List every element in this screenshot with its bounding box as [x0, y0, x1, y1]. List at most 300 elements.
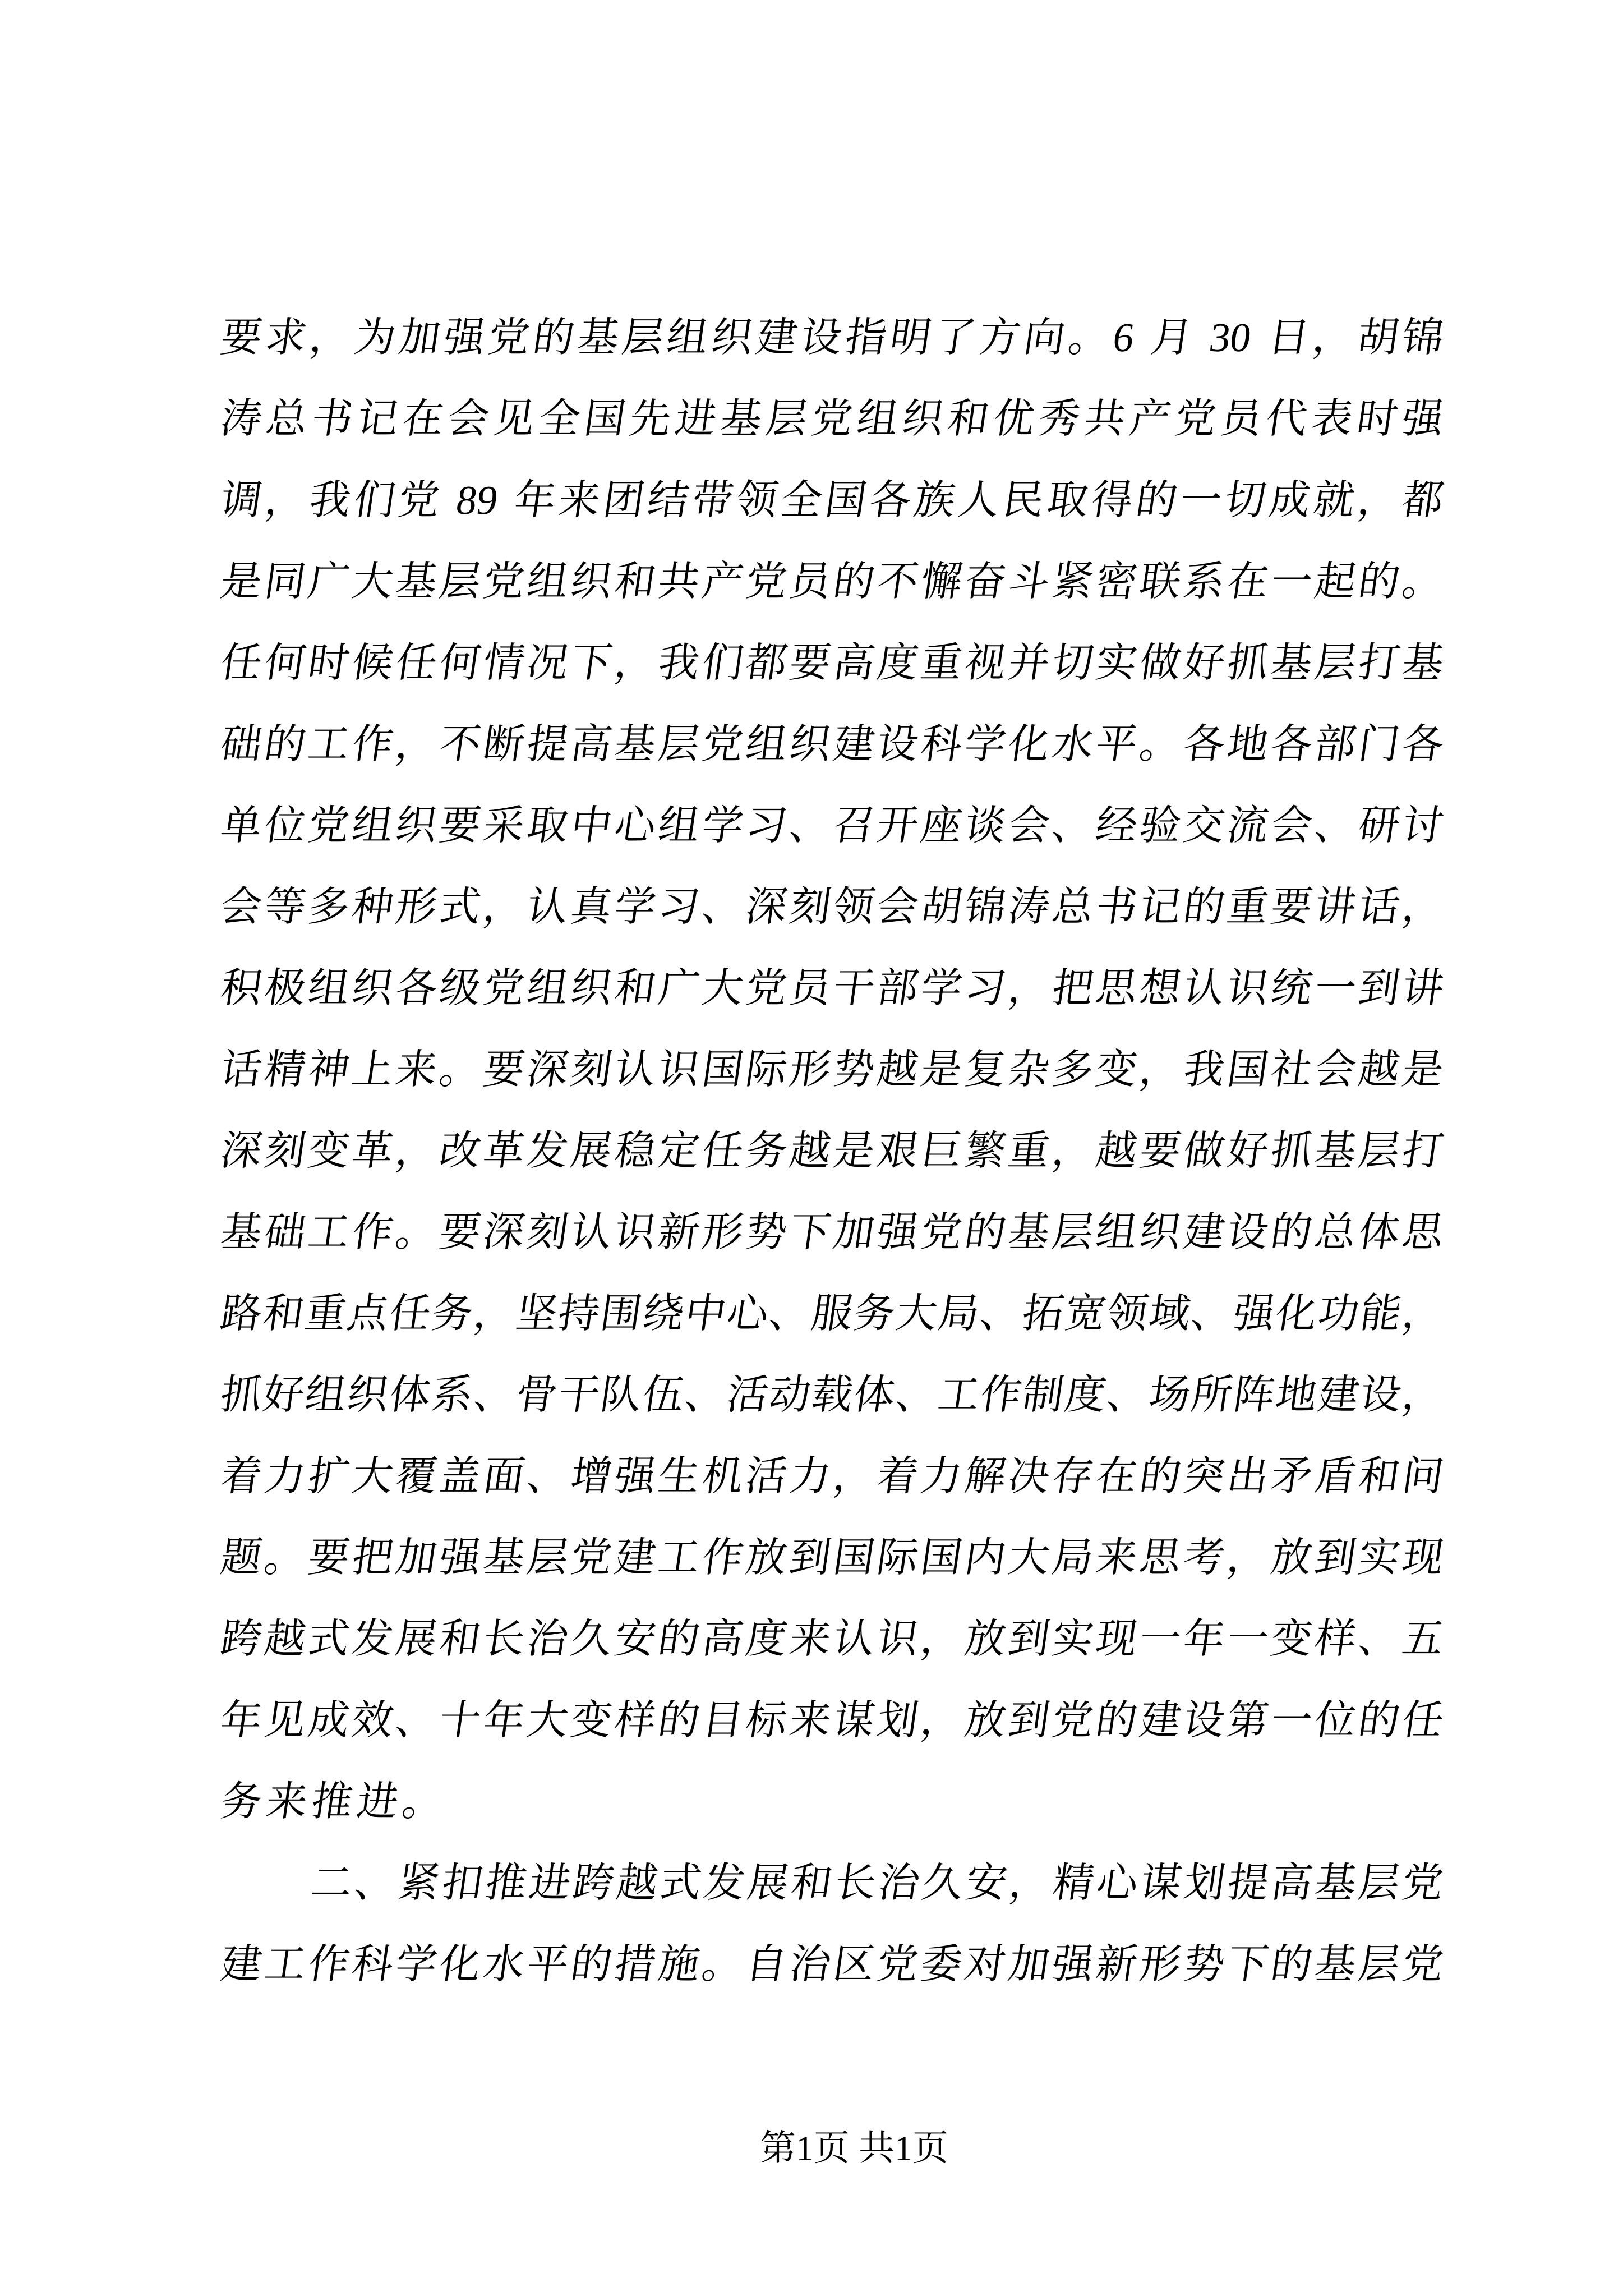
character: 新: [655, 1209, 703, 1255]
character: 势: [1180, 1941, 1228, 1987]
character: 、: [1188, 1291, 1236, 1336]
character: 安: [611, 1616, 659, 1662]
character: 表: [1308, 396, 1356, 441]
character: 精: [1050, 1860, 1098, 1906]
character: 党: [743, 559, 791, 604]
character: 求: [262, 315, 310, 360]
character: 力: [917, 1453, 966, 1499]
character: 干: [555, 1372, 603, 1418]
character: 任: [218, 640, 265, 685]
character: 讲: [1312, 884, 1359, 930]
character: 习: [961, 965, 1009, 1011]
character: 领: [733, 477, 781, 523]
character: 跨: [570, 1860, 617, 1906]
character: 设: [797, 315, 846, 360]
character: 坚: [513, 1291, 561, 1336]
character: 大: [1005, 1535, 1053, 1580]
character: 载: [808, 1372, 856, 1418]
character: 民: [999, 477, 1048, 523]
character: 部: [1312, 721, 1359, 767]
character: 把: [349, 1535, 396, 1580]
character: 设: [1224, 1209, 1272, 1255]
character: 组: [524, 965, 571, 1011]
character: 和: [944, 396, 993, 441]
character: 活: [724, 1372, 772, 1418]
character: 取: [524, 803, 571, 848]
character: 功: [1315, 1291, 1363, 1336]
character: 新: [1092, 1941, 1141, 1987]
character: 在: [1092, 1453, 1141, 1499]
character: 同: [261, 559, 309, 604]
character: 体: [851, 1372, 898, 1418]
character: ，: [611, 640, 659, 685]
character: 组: [302, 1372, 350, 1418]
character: 总: [1312, 1209, 1359, 1255]
character: 来: [786, 1697, 834, 1743]
character: 好: [1224, 1128, 1272, 1174]
character: 变: [1092, 1047, 1141, 1092]
text-line: [215, 703, 1449, 785]
character: 打: [1399, 1128, 1447, 1174]
character: 层: [763, 396, 811, 441]
character: 活: [743, 1453, 791, 1499]
character: 心: [611, 803, 659, 848]
character: 要: [1268, 884, 1316, 930]
character: 共: [655, 559, 703, 604]
text-line: [215, 1354, 1449, 1435]
character: 极: [261, 965, 309, 1011]
character: 变: [568, 1697, 615, 1743]
character: 大: [699, 965, 747, 1011]
character: 下: [786, 1209, 834, 1255]
character: 单: [218, 803, 265, 848]
character: 层: [436, 559, 484, 604]
character: 成: [1266, 477, 1314, 523]
character: 。: [1399, 559, 1447, 604]
text-line: [215, 785, 1449, 866]
character: 话: [218, 1047, 265, 1092]
character: 长: [480, 1616, 528, 1662]
character: 样: [1312, 1616, 1359, 1662]
character: 多: [305, 884, 353, 930]
character: 建: [1315, 1372, 1363, 1418]
character: 紧: [395, 1860, 443, 1906]
character: 局: [935, 1291, 983, 1336]
character: 作: [349, 721, 396, 767]
character: 生: [655, 1453, 703, 1499]
character: 层: [1049, 1209, 1097, 1255]
character: 稳: [611, 1128, 659, 1174]
character: 织: [708, 315, 756, 360]
character: 国: [830, 1535, 878, 1580]
character: 的: [568, 1941, 615, 1987]
character: 基: [1268, 640, 1316, 685]
character: 学: [699, 803, 747, 848]
character: 务: [743, 1128, 791, 1174]
character: 一: [1177, 477, 1225, 523]
character: 优: [990, 396, 1038, 441]
character: 盖: [436, 1453, 484, 1499]
character: 党: [480, 559, 528, 604]
character: 党: [305, 803, 353, 848]
character: 统: [1268, 965, 1316, 1011]
character: 多: [1049, 1047, 1097, 1092]
character: 际: [743, 1047, 791, 1092]
character: 都: [743, 640, 791, 685]
character: 目: [699, 1697, 747, 1743]
character: 重: [917, 640, 966, 685]
character: 况: [524, 640, 571, 685]
character: 各: [1399, 721, 1447, 767]
character: 大: [893, 1291, 940, 1336]
character: 涛: [1005, 884, 1053, 930]
character: 们: [351, 477, 399, 523]
character: 化: [436, 1941, 484, 1987]
character: 的: [830, 559, 878, 604]
character: 加: [396, 315, 444, 360]
character: 措: [611, 1941, 659, 1987]
text-line: [215, 1273, 1449, 1354]
character: 任: [393, 640, 440, 685]
character: 下: [568, 640, 615, 685]
character: 一: [1268, 1697, 1316, 1743]
character: 年: [480, 1697, 528, 1743]
character: 面: [480, 1453, 528, 1499]
character: 决: [1005, 1453, 1053, 1499]
character: 带: [689, 477, 737, 523]
character: 和: [436, 1616, 484, 1662]
character: 点: [344, 1291, 392, 1336]
character: 何: [261, 640, 309, 685]
character: 、: [352, 1860, 399, 1906]
character: 刻: [786, 884, 834, 930]
character: 研: [1355, 803, 1403, 848]
character: 部: [874, 965, 922, 1011]
character: 作: [349, 1209, 396, 1255]
character: 涛: [218, 396, 265, 441]
character: 并: [1005, 640, 1053, 685]
character: 组: [524, 559, 571, 604]
character: 是: [830, 1128, 878, 1174]
character: 大: [524, 1697, 571, 1743]
character: 对: [961, 1941, 1009, 1987]
character: ，: [480, 884, 528, 930]
character: 划: [1181, 1860, 1229, 1906]
character: 指: [842, 315, 890, 360]
character: 位: [261, 803, 309, 848]
character: 位: [1312, 1697, 1359, 1743]
character: 党: [1399, 1860, 1447, 1906]
character: 基: [1005, 1209, 1053, 1255]
character: 水: [480, 1941, 528, 1987]
page-number-text: 第1页 共1页: [760, 2128, 948, 2168]
character: 划: [874, 1697, 922, 1743]
character: 国: [699, 1047, 747, 1092]
character: 学: [961, 721, 1009, 767]
character: 识: [611, 1209, 659, 1255]
character: 想: [1136, 965, 1184, 1011]
character: 任: [386, 1291, 434, 1336]
character: 为: [351, 315, 399, 360]
character: 来: [556, 477, 603, 523]
character: 科: [349, 1941, 396, 1987]
character: 层: [1355, 1860, 1403, 1906]
character: 一: [1136, 1616, 1184, 1662]
character: 组: [663, 315, 712, 360]
character: 础: [261, 1209, 309, 1255]
character: 。: [1065, 315, 1113, 360]
character: 员: [786, 965, 834, 1011]
text-line: [215, 1842, 1449, 1924]
character: 、: [1312, 803, 1359, 848]
character: 科: [917, 721, 966, 767]
character: 势: [830, 1047, 878, 1092]
character: 。: [393, 1209, 440, 1255]
character: 共: [1081, 396, 1129, 441]
character: ，: [1399, 884, 1447, 930]
character: 深: [218, 1128, 265, 1174]
character: 着: [218, 1453, 265, 1499]
character: 我: [306, 477, 354, 523]
character: 刻: [524, 1209, 571, 1255]
character: 情: [480, 640, 528, 685]
character: 。: [436, 1047, 484, 1092]
character: 领: [830, 884, 878, 930]
character: 基: [717, 396, 766, 441]
character: 团: [600, 477, 648, 523]
character: 胡: [917, 884, 966, 930]
character: 设: [1357, 1372, 1405, 1418]
character: 久: [568, 1616, 615, 1662]
character: 区: [830, 1941, 878, 1987]
character: 展: [568, 1128, 615, 1174]
character: 等: [261, 884, 309, 930]
character: 织: [344, 1372, 392, 1418]
character: 层: [655, 721, 703, 767]
text-line: [215, 1761, 1449, 1842]
character: 。: [399, 1779, 447, 1824]
character: 路: [218, 1291, 265, 1336]
character: 认: [1180, 965, 1228, 1011]
character: 联: [1136, 559, 1184, 604]
character: 的: [655, 1697, 703, 1743]
character: 建: [1136, 1697, 1184, 1743]
character: 放: [961, 1616, 1009, 1662]
character: 基: [393, 559, 440, 604]
character: 所: [1188, 1372, 1236, 1418]
character: 各: [1180, 721, 1228, 767]
character: 的: [261, 721, 309, 767]
character: 会: [1005, 803, 1053, 848]
character: 、: [471, 1372, 519, 1418]
text-line: [215, 1110, 1449, 1191]
character: 宽: [1062, 1291, 1109, 1336]
character: 、: [786, 803, 834, 848]
character: 打: [1355, 640, 1403, 685]
character: 力: [261, 1453, 309, 1499]
character: 刻: [568, 1047, 615, 1092]
character: 和: [611, 965, 659, 1011]
character: 日: [1265, 315, 1313, 360]
character: 和: [260, 1291, 307, 1336]
character: 势: [743, 1209, 791, 1255]
character: 治: [786, 1941, 834, 1987]
character: 建: [218, 1941, 265, 1987]
character: 推: [482, 1860, 531, 1906]
character: 、: [977, 1291, 1025, 1336]
text-line: [215, 459, 1449, 541]
character: 织: [568, 965, 615, 1011]
character: 方: [976, 315, 1024, 360]
character: 组: [305, 965, 353, 1011]
character: ，: [1005, 965, 1053, 1011]
character: 发: [700, 1860, 749, 1906]
character: 会: [874, 884, 922, 930]
character: 度: [874, 640, 922, 685]
character: 组: [655, 803, 703, 848]
character: 懈: [917, 559, 966, 604]
character: 调: [218, 477, 265, 523]
character: 讨: [1399, 803, 1447, 848]
character: 建: [1180, 1209, 1228, 1255]
character: 形: [1136, 1941, 1184, 1987]
character: 话: [1355, 884, 1403, 930]
character: 、: [766, 1291, 814, 1336]
character: 织: [786, 721, 834, 767]
character: 推: [308, 1779, 356, 1824]
character: 二: [308, 1860, 356, 1906]
character: 机: [699, 1453, 747, 1499]
character: 的: [655, 1616, 703, 1662]
character: 复: [961, 1047, 1009, 1092]
character: 国: [581, 396, 629, 441]
character: 层: [1355, 1128, 1403, 1174]
character: 思: [1092, 965, 1141, 1011]
character: 座: [917, 803, 966, 848]
character: 和: [788, 1860, 836, 1906]
character: 度: [1062, 1372, 1109, 1418]
character: 越: [874, 1047, 922, 1092]
character: 平: [524, 1941, 571, 1987]
character: 的: [1268, 1209, 1316, 1255]
character: 取: [1044, 477, 1092, 523]
character: 扩: [305, 1453, 353, 1499]
character: 十: [436, 1697, 484, 1743]
character: 实: [1092, 640, 1141, 685]
character: 断: [480, 721, 528, 767]
character: 题: [218, 1535, 265, 1580]
character: 高: [699, 1616, 747, 1662]
character: 能: [1357, 1291, 1405, 1336]
character: 党: [1172, 396, 1220, 441]
character: 形: [393, 884, 440, 930]
character: 精: [261, 1047, 309, 1092]
character: 斗: [1005, 559, 1053, 604]
character: 采: [480, 803, 528, 848]
character: 强: [1049, 1941, 1097, 1987]
character: 地: [1224, 721, 1272, 767]
character: 力: [786, 1453, 834, 1499]
character: 动: [766, 1372, 814, 1418]
character: 党: [874, 1941, 922, 1987]
character: 谋: [830, 1697, 878, 1743]
text-line: [215, 1517, 1449, 1598]
character: 到: [786, 1535, 834, 1580]
character: 一: [1224, 1616, 1272, 1662]
character: 形: [786, 1047, 834, 1092]
character: ，: [471, 1291, 519, 1336]
character: 的: [530, 315, 578, 360]
character: 层: [1312, 640, 1359, 685]
character: 思: [1399, 1209, 1447, 1255]
character: 域: [1146, 1291, 1194, 1336]
character: 都: [1399, 477, 1447, 523]
character: 、: [1049, 803, 1097, 848]
text-line: [215, 1924, 1449, 2005]
character: 放: [961, 1697, 1009, 1743]
character: 在: [399, 396, 447, 441]
character: 强: [441, 315, 488, 360]
character: 织: [899, 396, 947, 441]
character: 拓: [1020, 1291, 1067, 1336]
character: 基: [218, 1209, 265, 1255]
character: 自: [743, 1941, 791, 1987]
character: 党: [1049, 1697, 1097, 1743]
character: 级: [436, 965, 484, 1011]
character: 重: [1005, 1128, 1053, 1174]
character: 治: [524, 1616, 571, 1662]
character: 的: [961, 1209, 1009, 1255]
character: 伍: [639, 1372, 688, 1418]
character: 认: [524, 884, 571, 930]
character: 把: [1049, 965, 1097, 1011]
character: 的: [1133, 477, 1181, 523]
character: 要: [305, 1535, 353, 1580]
character: 学: [611, 884, 659, 930]
character: 会: [218, 884, 265, 930]
text-line: [215, 1680, 1449, 1761]
character: 扣: [439, 1860, 487, 1906]
character: ，: [1399, 1372, 1447, 1418]
character: 队: [597, 1372, 645, 1418]
character: 好: [260, 1372, 307, 1418]
character: 识: [874, 1616, 922, 1662]
character: 的: [1268, 1941, 1316, 1987]
character: 讲: [1399, 965, 1447, 1011]
character: ，: [393, 1128, 440, 1174]
character: 展: [393, 1616, 440, 1662]
character: 提: [524, 721, 571, 767]
character: 越: [261, 1616, 309, 1662]
character: 体: [386, 1372, 434, 1418]
character: 领: [1104, 1291, 1151, 1336]
character: 强: [436, 1535, 484, 1580]
character: 局: [1049, 1535, 1097, 1580]
character: 织: [393, 803, 440, 848]
character: 变: [305, 1128, 353, 1174]
character: 强: [1230, 1291, 1278, 1336]
text-line: [215, 1598, 1449, 1680]
character: 认: [830, 1616, 878, 1662]
character: 是: [218, 559, 265, 604]
character: 会: [445, 396, 492, 441]
character: ，: [262, 477, 310, 523]
character: 繁: [961, 1128, 1009, 1174]
page-footer: [221, 2126, 1487, 2171]
character: 不: [436, 721, 484, 767]
character: 的: [1355, 559, 1403, 604]
character: 、: [1104, 1372, 1151, 1418]
